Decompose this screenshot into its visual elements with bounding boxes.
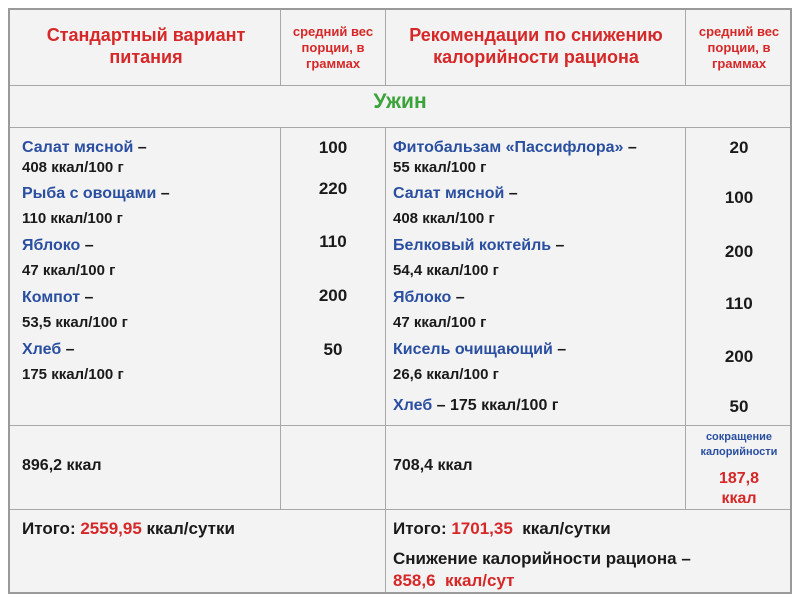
divider-vertical-3 [685,10,686,85]
item-kcal: 175 ккал/100 г [22,366,124,383]
weight-value: 110 [725,294,753,313]
item-dash: – [80,289,94,306]
total-prefix: Итого: [22,519,81,538]
weight-value: 100 [318,138,348,157]
weight-value: 20 [729,138,749,157]
item-dash: – [552,341,567,358]
item-kcal: 408 ккал/100 г [22,159,124,176]
total-value: 1701,35 [451,519,513,538]
item-name: Компот [22,289,81,306]
subtotal-standard-text: 896,2 ккал [22,457,102,474]
subtotal-recommended [393,457,473,475]
item-name: Хлеб [393,397,433,414]
weight-value: 50 [323,340,343,359]
total-value: 2559,95 [80,519,142,538]
list-item [22,184,170,229]
reduction-value: 187,8 [718,470,760,487]
item-kcal: 53,5 ккал/100 г [22,314,128,331]
list-item [393,236,564,281]
weight-value: 50 [729,397,749,416]
item-name: Фитобальзам «Пассифлора» [393,139,624,156]
reduction-box [688,430,790,509]
divider-horizontal-2 [10,127,790,128]
item-dash: – [623,139,637,156]
item-dash: – [80,237,94,254]
recommended-weights [686,138,792,418]
total-recommended [393,519,611,539]
subtotal-recommended-text: 708,4 ккал [393,457,473,474]
item-kcal: 408 ккал/100 г [393,210,495,227]
reduction-text: Снижение калорийности рациона – [393,549,691,568]
item-dash: – [504,185,518,202]
item-kcal: 54,4 ккал/100 г [393,262,499,279]
item-kcal: 110 ккал/100 г [22,210,123,227]
item-dash: – [133,139,147,156]
divider-vertical-1 [280,10,281,85]
divider-horizontal-3 [10,425,790,426]
meal-plan-table [8,8,792,594]
header-recommended [388,24,684,68]
header-standard [20,24,272,68]
header-standard-weight [282,24,384,72]
header-standard-text: Стандартный вариант питания [46,25,246,67]
item-name: Рыба с овощами [22,185,157,202]
weight-value: 200 [724,347,754,366]
reduction-total-unit: ккал/сут [435,571,515,590]
list-item [393,288,486,333]
item-dash: – [61,341,75,358]
total-unit: ккал/сутки [141,519,235,538]
item-name: Салат мясной [393,185,505,202]
divider-vertical-2 [385,10,386,85]
item-dash: – [451,289,465,306]
item-kcal: 26,6 ккал/100 г [393,366,499,383]
header-recommended-weight [687,24,791,72]
list-item [393,184,518,229]
divider-horizontal-1 [10,85,790,86]
meal-title [10,90,790,114]
reduction-total-value: 858,6 [393,571,436,590]
item-name: Салат мясной [22,139,134,156]
header-recommended-weight-text: средний вес порции, в граммах [698,24,780,71]
item-name: Кисель очищающий [393,341,553,358]
total-reduction [393,548,783,592]
item-kcal: 47 ккал/100 г [393,314,487,331]
weight-value: 110 [319,232,347,251]
weight-value: 200 [724,242,754,261]
total-standard [22,519,235,539]
header-recommended-text: Рекомендации по снижению калорийности рациона [409,25,663,67]
reduction-unit: ккал [721,490,757,507]
list-item [393,138,637,178]
standard-weights [281,138,385,398]
weight-value: 220 [318,179,348,198]
item-dash: – [156,185,170,202]
weight-value: 200 [318,286,348,305]
item-name: Яблоко [393,289,452,306]
item-kcal: 47 ккал/100 г [22,262,116,279]
item-name: Хлеб [22,341,62,358]
total-prefix: Итого: [393,519,452,538]
divider-vertical-2b [385,127,386,592]
total-unit: ккал/сутки [512,519,611,538]
item-name: Белковый коктейль [393,237,552,254]
item-dash: – [551,237,565,254]
list-item [22,138,147,178]
list-item [22,340,124,385]
list-item [22,236,115,281]
reduction-label: сокращение калорийности [700,431,778,458]
list-item [22,288,128,333]
item-name: Яблоко [22,237,81,254]
header-standard-weight-text: средний вес порции, в граммах [292,24,374,71]
item-kcal: 55 ккал/100 г [393,159,487,176]
meal-title-text: Ужин [373,90,427,113]
list-item [393,396,558,416]
list-item [393,340,566,385]
divider-horizontal-4 [10,509,790,510]
item-dash: – 175 ккал/100 г [432,397,559,414]
weight-value: 100 [724,188,754,207]
subtotal-standard [22,457,102,475]
